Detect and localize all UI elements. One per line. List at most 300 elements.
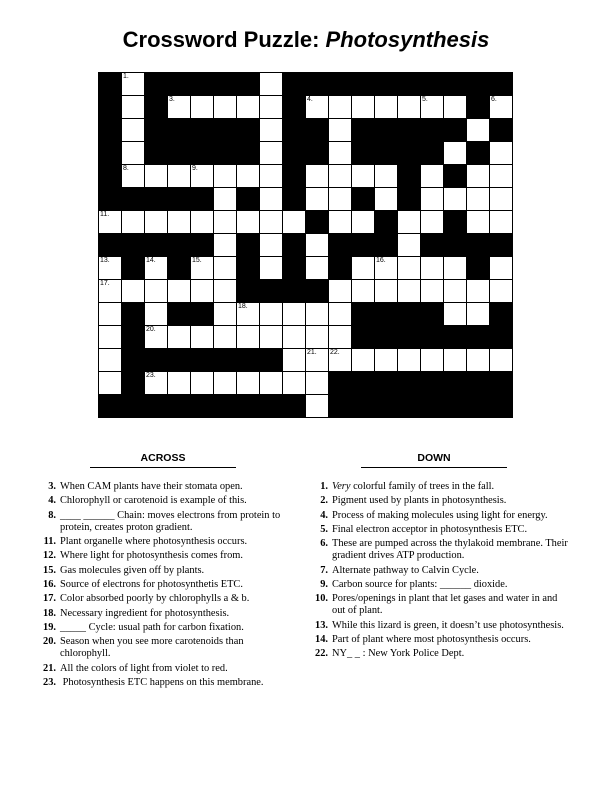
down-clue — [312, 648, 570, 660]
black-cell — [121, 256, 144, 279]
black-cell — [167, 72, 190, 95]
black-cell — [374, 118, 397, 141]
black-cell — [374, 302, 397, 325]
black-cell — [144, 141, 167, 164]
black-cell — [282, 95, 305, 118]
black-cell — [190, 233, 213, 256]
grid-cell[interactable] — [98, 371, 121, 394]
clue-body: Process of making molecules using light for energy. — [332, 509, 548, 521]
grid-cell[interactable] — [328, 118, 351, 141]
black-cell — [282, 256, 305, 279]
black-cell — [144, 187, 167, 210]
grid-cell[interactable] — [397, 279, 420, 302]
black-cell — [282, 118, 305, 141]
grid-cell[interactable] — [259, 164, 282, 187]
grid-cell[interactable] — [374, 279, 397, 302]
grid-cell[interactable] — [328, 348, 351, 371]
black-cell — [259, 394, 282, 417]
grid-cell[interactable] — [420, 210, 443, 233]
grid-cell[interactable] — [305, 348, 328, 371]
grid-cell[interactable] — [144, 164, 167, 187]
black-cell — [397, 371, 420, 394]
black-cell — [328, 233, 351, 256]
grid-cell[interactable] — [420, 187, 443, 210]
clue-text — [60, 608, 290, 620]
grid-cell[interactable] — [144, 325, 167, 348]
black-cell — [236, 256, 259, 279]
grid-cell[interactable] — [259, 141, 282, 164]
grid-cell[interactable] — [328, 302, 351, 325]
black-cell — [121, 371, 144, 394]
grid-cell[interactable] — [259, 256, 282, 279]
grid-cell[interactable] — [282, 371, 305, 394]
grid-cell[interactable] — [489, 348, 512, 371]
black-cell — [167, 348, 190, 371]
grid-cell[interactable] — [167, 164, 190, 187]
black-cell — [282, 141, 305, 164]
black-cell — [443, 210, 466, 233]
grid-cell[interactable] — [282, 348, 305, 371]
grid-cell[interactable] — [213, 187, 236, 210]
black-cell — [282, 279, 305, 302]
grid-cell[interactable] — [351, 95, 374, 118]
clue-text — [60, 663, 290, 675]
clue-number: 16. — [43, 578, 56, 590]
grid-cell[interactable] — [121, 118, 144, 141]
grid-cell[interactable] — [121, 279, 144, 302]
grid-cell[interactable] — [489, 279, 512, 302]
clue-text — [332, 634, 570, 646]
clue-body: Plant organelle where photosynthesis occurs. — [60, 536, 248, 548]
grid-cell[interactable] — [98, 210, 121, 233]
clue-number: 1. — [320, 481, 328, 492]
black-cell — [420, 325, 443, 348]
clue-body: Photosynthesis ETC happens on this membrane. — [62, 676, 264, 688]
cell-number: 3. — [169, 96, 175, 103]
black-cell — [98, 394, 121, 417]
grid-cell[interactable] — [213, 302, 236, 325]
black-cell — [466, 256, 489, 279]
black-cell — [236, 348, 259, 371]
grid-cell[interactable] — [190, 164, 213, 187]
black-cell — [282, 394, 305, 417]
across-clue — [40, 536, 290, 548]
grid-cell[interactable] — [305, 325, 328, 348]
down-clue — [312, 510, 570, 522]
grid-cell[interactable] — [489, 187, 512, 210]
cell-number: 2. — [238, 73, 244, 80]
cell-number: 23. — [146, 372, 156, 379]
down-clue — [312, 634, 570, 646]
down-clue — [312, 538, 570, 562]
grid-cell[interactable] — [397, 95, 420, 118]
grid-cell[interactable] — [121, 141, 144, 164]
grid-cell[interactable] — [328, 141, 351, 164]
black-cell — [190, 118, 213, 141]
clue-text — [332, 510, 570, 522]
cell-number: 4. — [307, 96, 313, 103]
grid-cell[interactable] — [466, 302, 489, 325]
grid-cell[interactable] — [190, 256, 213, 279]
title-prefix: Crossword Puzzle: — [122, 27, 326, 52]
grid-cell[interactable] — [443, 141, 466, 164]
clue-number: 15. — [43, 564, 56, 576]
black-cell — [443, 371, 466, 394]
grid-cell[interactable] — [305, 394, 328, 417]
black-cell — [213, 141, 236, 164]
clue-body: Pigment used by plants in photosynthesis. — [332, 495, 507, 507]
clue-number: 22. — [315, 648, 328, 660]
grid-cell[interactable] — [144, 256, 167, 279]
black-cell — [351, 187, 374, 210]
grid-cell[interactable] — [213, 325, 236, 348]
black-cell — [420, 394, 443, 417]
grid-cell[interactable] — [397, 210, 420, 233]
black-cell — [236, 394, 259, 417]
grid-cell[interactable] — [259, 325, 282, 348]
black-cell — [420, 371, 443, 394]
grid-cell[interactable] — [167, 325, 190, 348]
grid-cell[interactable] — [443, 187, 466, 210]
across-clue — [40, 677, 290, 689]
grid-cell[interactable] — [466, 187, 489, 210]
clue-text — [332, 620, 570, 632]
across-clue — [40, 579, 290, 591]
clue-body: Part of plant where most photosynthesis occurs. — [332, 634, 531, 646]
grid-cell[interactable] — [443, 256, 466, 279]
grid-cell[interactable] — [374, 256, 397, 279]
grid-cell[interactable] — [305, 95, 328, 118]
black-cell — [236, 72, 259, 95]
clue-number: 4. — [48, 495, 56, 507]
black-cell — [397, 141, 420, 164]
black-cell — [374, 141, 397, 164]
black-cell — [282, 233, 305, 256]
grid-cell[interactable] — [305, 164, 328, 187]
clue-text — [60, 622, 290, 634]
clue-number: 7. — [320, 564, 328, 576]
black-cell — [144, 72, 167, 95]
grid-cell[interactable] — [397, 233, 420, 256]
grid-cell[interactable] — [397, 348, 420, 371]
grid-cell[interactable] — [282, 210, 305, 233]
clue-body: These are pumped across the thylakoid membrane. Their gradient drives ATP production. — [332, 538, 568, 562]
black-cell — [121, 325, 144, 348]
grid-cell[interactable] — [213, 371, 236, 394]
black-cell — [213, 394, 236, 417]
grid-cell[interactable] — [420, 279, 443, 302]
grid-cell[interactable] — [466, 164, 489, 187]
clue-text — [332, 524, 570, 536]
across-clues — [40, 481, 290, 691]
black-cell — [489, 394, 512, 417]
black-cell — [282, 187, 305, 210]
grid-cell[interactable] — [443, 279, 466, 302]
black-cell — [305, 72, 328, 95]
black-cell — [420, 72, 443, 95]
page-title — [0, 27, 612, 53]
grid-cell[interactable] — [167, 279, 190, 302]
clue-number: 3. — [48, 481, 56, 492]
grid-cell[interactable] — [259, 233, 282, 256]
clue-number: 12. — [43, 550, 56, 562]
grid-cell[interactable] — [420, 256, 443, 279]
grid-cell[interactable] — [305, 187, 328, 210]
grid-cell[interactable] — [213, 95, 236, 118]
black-cell — [167, 118, 190, 141]
grid-cell[interactable] — [328, 187, 351, 210]
grid-cell[interactable] — [374, 95, 397, 118]
grid-cell[interactable] — [443, 95, 466, 118]
cell-number: 18. — [238, 303, 248, 310]
grid-cell[interactable] — [259, 72, 282, 95]
black-cell — [443, 118, 466, 141]
black-cell — [351, 394, 374, 417]
grid-cell[interactable] — [98, 325, 121, 348]
cell-number: 6. — [491, 96, 497, 103]
clue-body: Necessary ingredient for photosynthesis. — [60, 607, 230, 619]
clue-number: 8. — [48, 509, 56, 521]
grid-cell[interactable] — [328, 279, 351, 302]
cell-number: 5. — [422, 96, 428, 103]
black-cell — [167, 302, 190, 325]
grid-cell[interactable] — [328, 210, 351, 233]
grid-cell[interactable] — [236, 325, 259, 348]
black-cell — [190, 187, 213, 210]
black-cell — [420, 233, 443, 256]
black-cell — [466, 72, 489, 95]
black-cell — [351, 72, 374, 95]
grid-cell[interactable] — [259, 210, 282, 233]
clue-body: While this lizard is green, it doesn’t use photosynthesis. — [332, 619, 564, 631]
black-cell — [305, 210, 328, 233]
black-cell — [397, 302, 420, 325]
black-cell — [374, 72, 397, 95]
grid-cell[interactable] — [466, 210, 489, 233]
black-cell — [121, 233, 144, 256]
grid-cell[interactable] — [374, 164, 397, 187]
grid-cell[interactable] — [236, 210, 259, 233]
black-cell — [236, 118, 259, 141]
black-cell — [98, 118, 121, 141]
grid-cell[interactable] — [190, 371, 213, 394]
black-cell — [144, 394, 167, 417]
cell-number: 19. — [376, 303, 386, 310]
down-clue — [312, 620, 570, 632]
grid-cell[interactable] — [98, 256, 121, 279]
grid-cell[interactable] — [466, 279, 489, 302]
black-cell — [167, 233, 190, 256]
black-cell — [144, 348, 167, 371]
grid-cell[interactable] — [420, 164, 443, 187]
down-clue — [312, 495, 570, 507]
black-cell — [351, 233, 374, 256]
grid-cell[interactable] — [351, 279, 374, 302]
grid-cell[interactable] — [397, 256, 420, 279]
grid-cell[interactable] — [282, 325, 305, 348]
grid-cell[interactable] — [236, 95, 259, 118]
clue-body: Carbon source for plants: ______ dioxide. — [332, 578, 508, 590]
black-cell — [328, 72, 351, 95]
clue-text — [332, 648, 570, 660]
grid-cell[interactable] — [190, 279, 213, 302]
black-cell — [466, 141, 489, 164]
grid-cell[interactable] — [167, 95, 190, 118]
grid-cell[interactable] — [213, 210, 236, 233]
grid-cell[interactable] — [144, 210, 167, 233]
cell-number: 13. — [100, 257, 110, 264]
grid-cell[interactable] — [121, 210, 144, 233]
black-cell — [351, 302, 374, 325]
grid-cell[interactable] — [213, 256, 236, 279]
grid-cell[interactable] — [236, 371, 259, 394]
black-cell — [466, 325, 489, 348]
black-cell — [121, 187, 144, 210]
grid-cell[interactable] — [489, 210, 512, 233]
grid-cell[interactable] — [489, 164, 512, 187]
clue-text — [60, 565, 290, 577]
down-clue — [312, 593, 570, 617]
grid-cell[interactable] — [305, 233, 328, 256]
down-clue — [312, 481, 570, 493]
grid-cell[interactable] — [190, 325, 213, 348]
black-cell — [121, 394, 144, 417]
grid-cell[interactable] — [282, 302, 305, 325]
grid-cell[interactable] — [213, 164, 236, 187]
grid-cell[interactable] — [259, 371, 282, 394]
clue-text — [332, 481, 570, 493]
grid-cell[interactable] — [190, 210, 213, 233]
grid-cell[interactable] — [489, 141, 512, 164]
clue-body: Alternate pathway to Calvin Cycle. — [332, 564, 479, 576]
grid-cell[interactable] — [98, 348, 121, 371]
grid-cell[interactable] — [305, 302, 328, 325]
grid-cell[interactable] — [190, 95, 213, 118]
clue-number: 9. — [320, 578, 328, 590]
grid-cell[interactable] — [167, 210, 190, 233]
clue-body: Final electron acceptor in photosynthesis ETC. — [332, 523, 528, 535]
grid-cell[interactable] — [305, 371, 328, 394]
black-cell — [374, 394, 397, 417]
black-cell — [98, 233, 121, 256]
grid-cell[interactable] — [443, 302, 466, 325]
clue-number: 14. — [315, 634, 328, 646]
clue-number: 10. — [315, 593, 328, 605]
black-cell — [236, 187, 259, 210]
clue-text — [60, 550, 290, 562]
grid-cell[interactable] — [259, 118, 282, 141]
cell-number: 22. — [330, 349, 340, 356]
clue-body: When CAM plants have their stomata open. — [60, 481, 243, 492]
cell-number: 20. — [146, 326, 156, 333]
grid-cell[interactable] — [466, 118, 489, 141]
grid-cell[interactable] — [98, 302, 121, 325]
clue-number: 2. — [320, 495, 328, 507]
black-cell — [121, 348, 144, 371]
across-clue — [40, 510, 290, 534]
grid-cell[interactable] — [259, 95, 282, 118]
black-cell — [420, 141, 443, 164]
grid-cell[interactable] — [236, 302, 259, 325]
grid-cell[interactable] — [466, 348, 489, 371]
black-cell — [190, 72, 213, 95]
grid-cell[interactable] — [374, 348, 397, 371]
clue-number: 6. — [320, 538, 328, 550]
grid-cell[interactable] — [489, 256, 512, 279]
grid-cell[interactable] — [121, 95, 144, 118]
black-cell — [443, 164, 466, 187]
black-cell — [328, 256, 351, 279]
black-cell — [236, 141, 259, 164]
title-subject: Photosynthesis — [325, 27, 490, 52]
black-cell — [420, 302, 443, 325]
grid-cell[interactable] — [144, 302, 167, 325]
grid-cell[interactable] — [144, 371, 167, 394]
cell-number: 12. — [445, 211, 455, 218]
grid-cell[interactable] — [98, 279, 121, 302]
across-clue — [40, 550, 290, 562]
cell-number: 11. — [100, 211, 110, 218]
grid-cell[interactable] — [328, 164, 351, 187]
black-cell — [305, 141, 328, 164]
grid-cell[interactable] — [351, 164, 374, 187]
black-cell — [397, 118, 420, 141]
grid-cell[interactable] — [374, 187, 397, 210]
black-cell — [351, 325, 374, 348]
black-cell — [351, 141, 374, 164]
black-cell — [443, 233, 466, 256]
grid-cell[interactable] — [328, 325, 351, 348]
grid-cell[interactable] — [213, 279, 236, 302]
black-cell — [466, 371, 489, 394]
grid-cell[interactable] — [351, 256, 374, 279]
across-heading: ACROSS — [90, 452, 236, 468]
grid-cell[interactable] — [121, 72, 144, 95]
clue-body: Season when you see more carotenoids than chlorophyll. — [60, 636, 244, 660]
grid-cell[interactable] — [213, 233, 236, 256]
grid-cell[interactable] — [328, 95, 351, 118]
black-cell — [466, 394, 489, 417]
grid-cell[interactable] — [443, 348, 466, 371]
clue-text — [60, 510, 290, 534]
across-clue — [40, 593, 290, 605]
grid-cell[interactable] — [167, 371, 190, 394]
grid-cell[interactable] — [305, 256, 328, 279]
grid-cell[interactable] — [420, 95, 443, 118]
grid-cell[interactable] — [351, 210, 374, 233]
clue-number: 18. — [43, 607, 56, 619]
cell-number: 9. — [192, 165, 198, 172]
clue-number: 19. — [43, 621, 56, 633]
black-cell — [351, 118, 374, 141]
down-heading: DOWN — [361, 452, 507, 468]
grid-cell[interactable] — [489, 95, 512, 118]
across-clue — [40, 622, 290, 634]
clue-number: 11. — [43, 536, 56, 548]
grid-cell[interactable] — [420, 348, 443, 371]
grid-cell[interactable] — [259, 187, 282, 210]
crossword-grid — [98, 72, 513, 418]
clue-body: NY_ _ : New York Police Dept. — [332, 648, 465, 660]
grid-cell[interactable] — [144, 279, 167, 302]
grid-cell[interactable] — [259, 302, 282, 325]
grid-cell[interactable] — [351, 348, 374, 371]
black-cell — [489, 72, 512, 95]
black-cell — [167, 256, 190, 279]
grid-cell[interactable] — [121, 164, 144, 187]
grid-cell[interactable] — [236, 164, 259, 187]
clue-emphasis: Very — [332, 481, 351, 492]
